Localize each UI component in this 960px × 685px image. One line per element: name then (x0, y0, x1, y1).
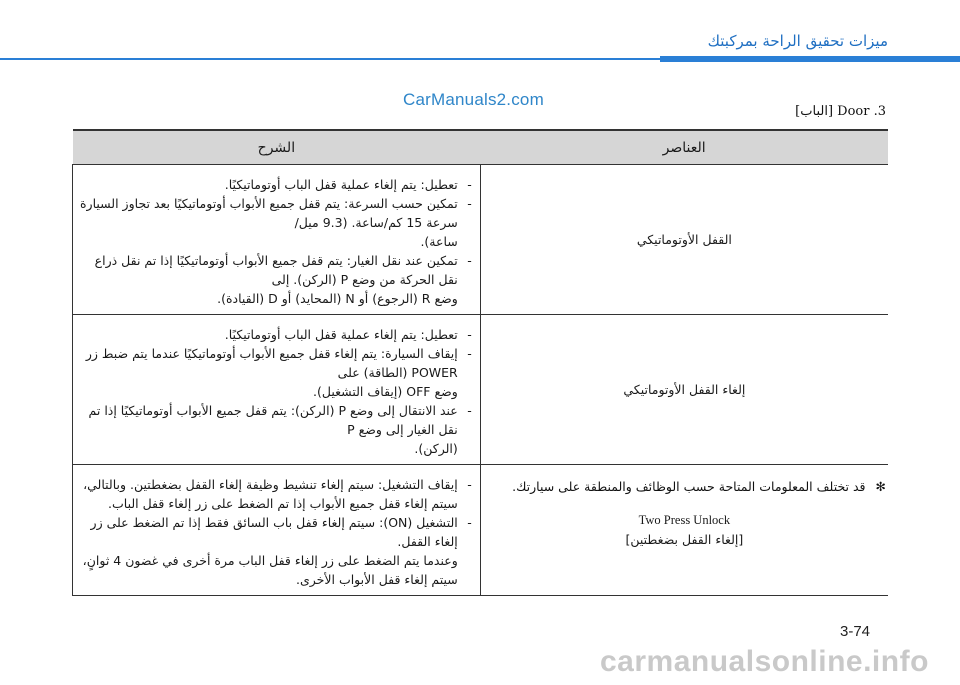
description-cell (73, 165, 481, 315)
description-line: وضع OFF (إيقاف التشغيل). (313, 384, 458, 399)
description-line: - تعطيل: يتم إلغاء عملية قفل الباب أوتوماتيكيًا. (224, 177, 472, 192)
watermark-bottom-link[interactable]: carmanualsonline.info (600, 645, 929, 678)
footnote (512, 479, 886, 494)
feature-subtitle: [إلغاء القفل بضغطتين] (625, 532, 744, 547)
watermark-top-link[interactable]: CarManuals2.com (403, 90, 544, 109)
section-heading: 3. Door [الباب] (795, 104, 886, 119)
page-number: 3-74 (840, 623, 871, 640)
description-line: - تمكين عند نقل الغيار: يتم قفل جميع الأبواب أوتوماتيكيًا إذا تم نقل ذراع نقل الحركة من وضع P (الركن). إلى (94, 253, 472, 287)
header-feature: العناصر (480, 130, 888, 165)
description-cell (73, 465, 481, 596)
footnote-text: قد تختلف المعلومات المتاحة حسب الوظائف والمنطقة على سيارتك. (512, 479, 866, 494)
description-line: وضع R (الرجوع) أو N (المحايد) أو D (القيادة). (217, 291, 458, 306)
settings-table (72, 129, 888, 596)
page-header-title: ميزات تحقيق الراحة بمركبتك (707, 32, 888, 50)
description-line: - عند الانتقال إلى وضع P (الركن): يتم قفل جميع الأبواب أوتوماتيكيًا إذا تم نقل الغيار إلى وضع P (88, 403, 472, 437)
description-line: - تمكين حسب السرعة: يتم قفل جميع الأبواب أوتوماتيكيًا بعد تجاوز السيارة سرعة 15 كم/ساعة. (9.3 ميل/ (79, 196, 472, 230)
header-rule-accent (660, 56, 960, 62)
table-header-row (73, 130, 889, 165)
feature-cell: القفل الأوتوماتيكي (480, 165, 888, 315)
feature-cell: إلغاء القفل الأوتوماتيكي (480, 315, 888, 465)
description-line: سيتم إلغاء قفل جميع الأبواب إذا تم الضغط على زر إلغاء قفل الباب. (108, 496, 458, 511)
description-line: - إيقاف السيارة: يتم إلغاء قفل جميع الأبواب أوتوماتيكيًا عندما يتم ضبط زر POWER (الطاقة) على (85, 346, 472, 380)
table-row (73, 315, 889, 465)
header-description: الشرح (73, 130, 481, 165)
table-row (73, 165, 889, 315)
description-line: (الركن). (414, 441, 458, 456)
description-line: - التشغيل (ON): سيتم إلغاء قفل باب السائق فقط إذا تم الضغط على زر إلغاء القفل. (90, 515, 472, 549)
feature-name: Two Press Unlock (638, 513, 731, 527)
description-line: ساعة). (420, 234, 458, 249)
description-line: - إيقاف التشغيل: سيتم إلغاء تنشيط وظيفة إلغاء القفل بضغطتين. وبالتالي، (83, 477, 472, 492)
description-line: - تعطيل: يتم إلغاء عملية قفل الباب أوتوماتيكيًا. (224, 327, 472, 342)
description-cell (73, 315, 481, 465)
description-line: وعندما يتم الضغط على زر إلغاء قفل الباب مرة أخرى في غضون 4 ثوانٍ، سيتم إلغاء قفل الأبواب الأخرى. (82, 553, 458, 587)
asterisk-icon: ✻ (875, 479, 886, 494)
